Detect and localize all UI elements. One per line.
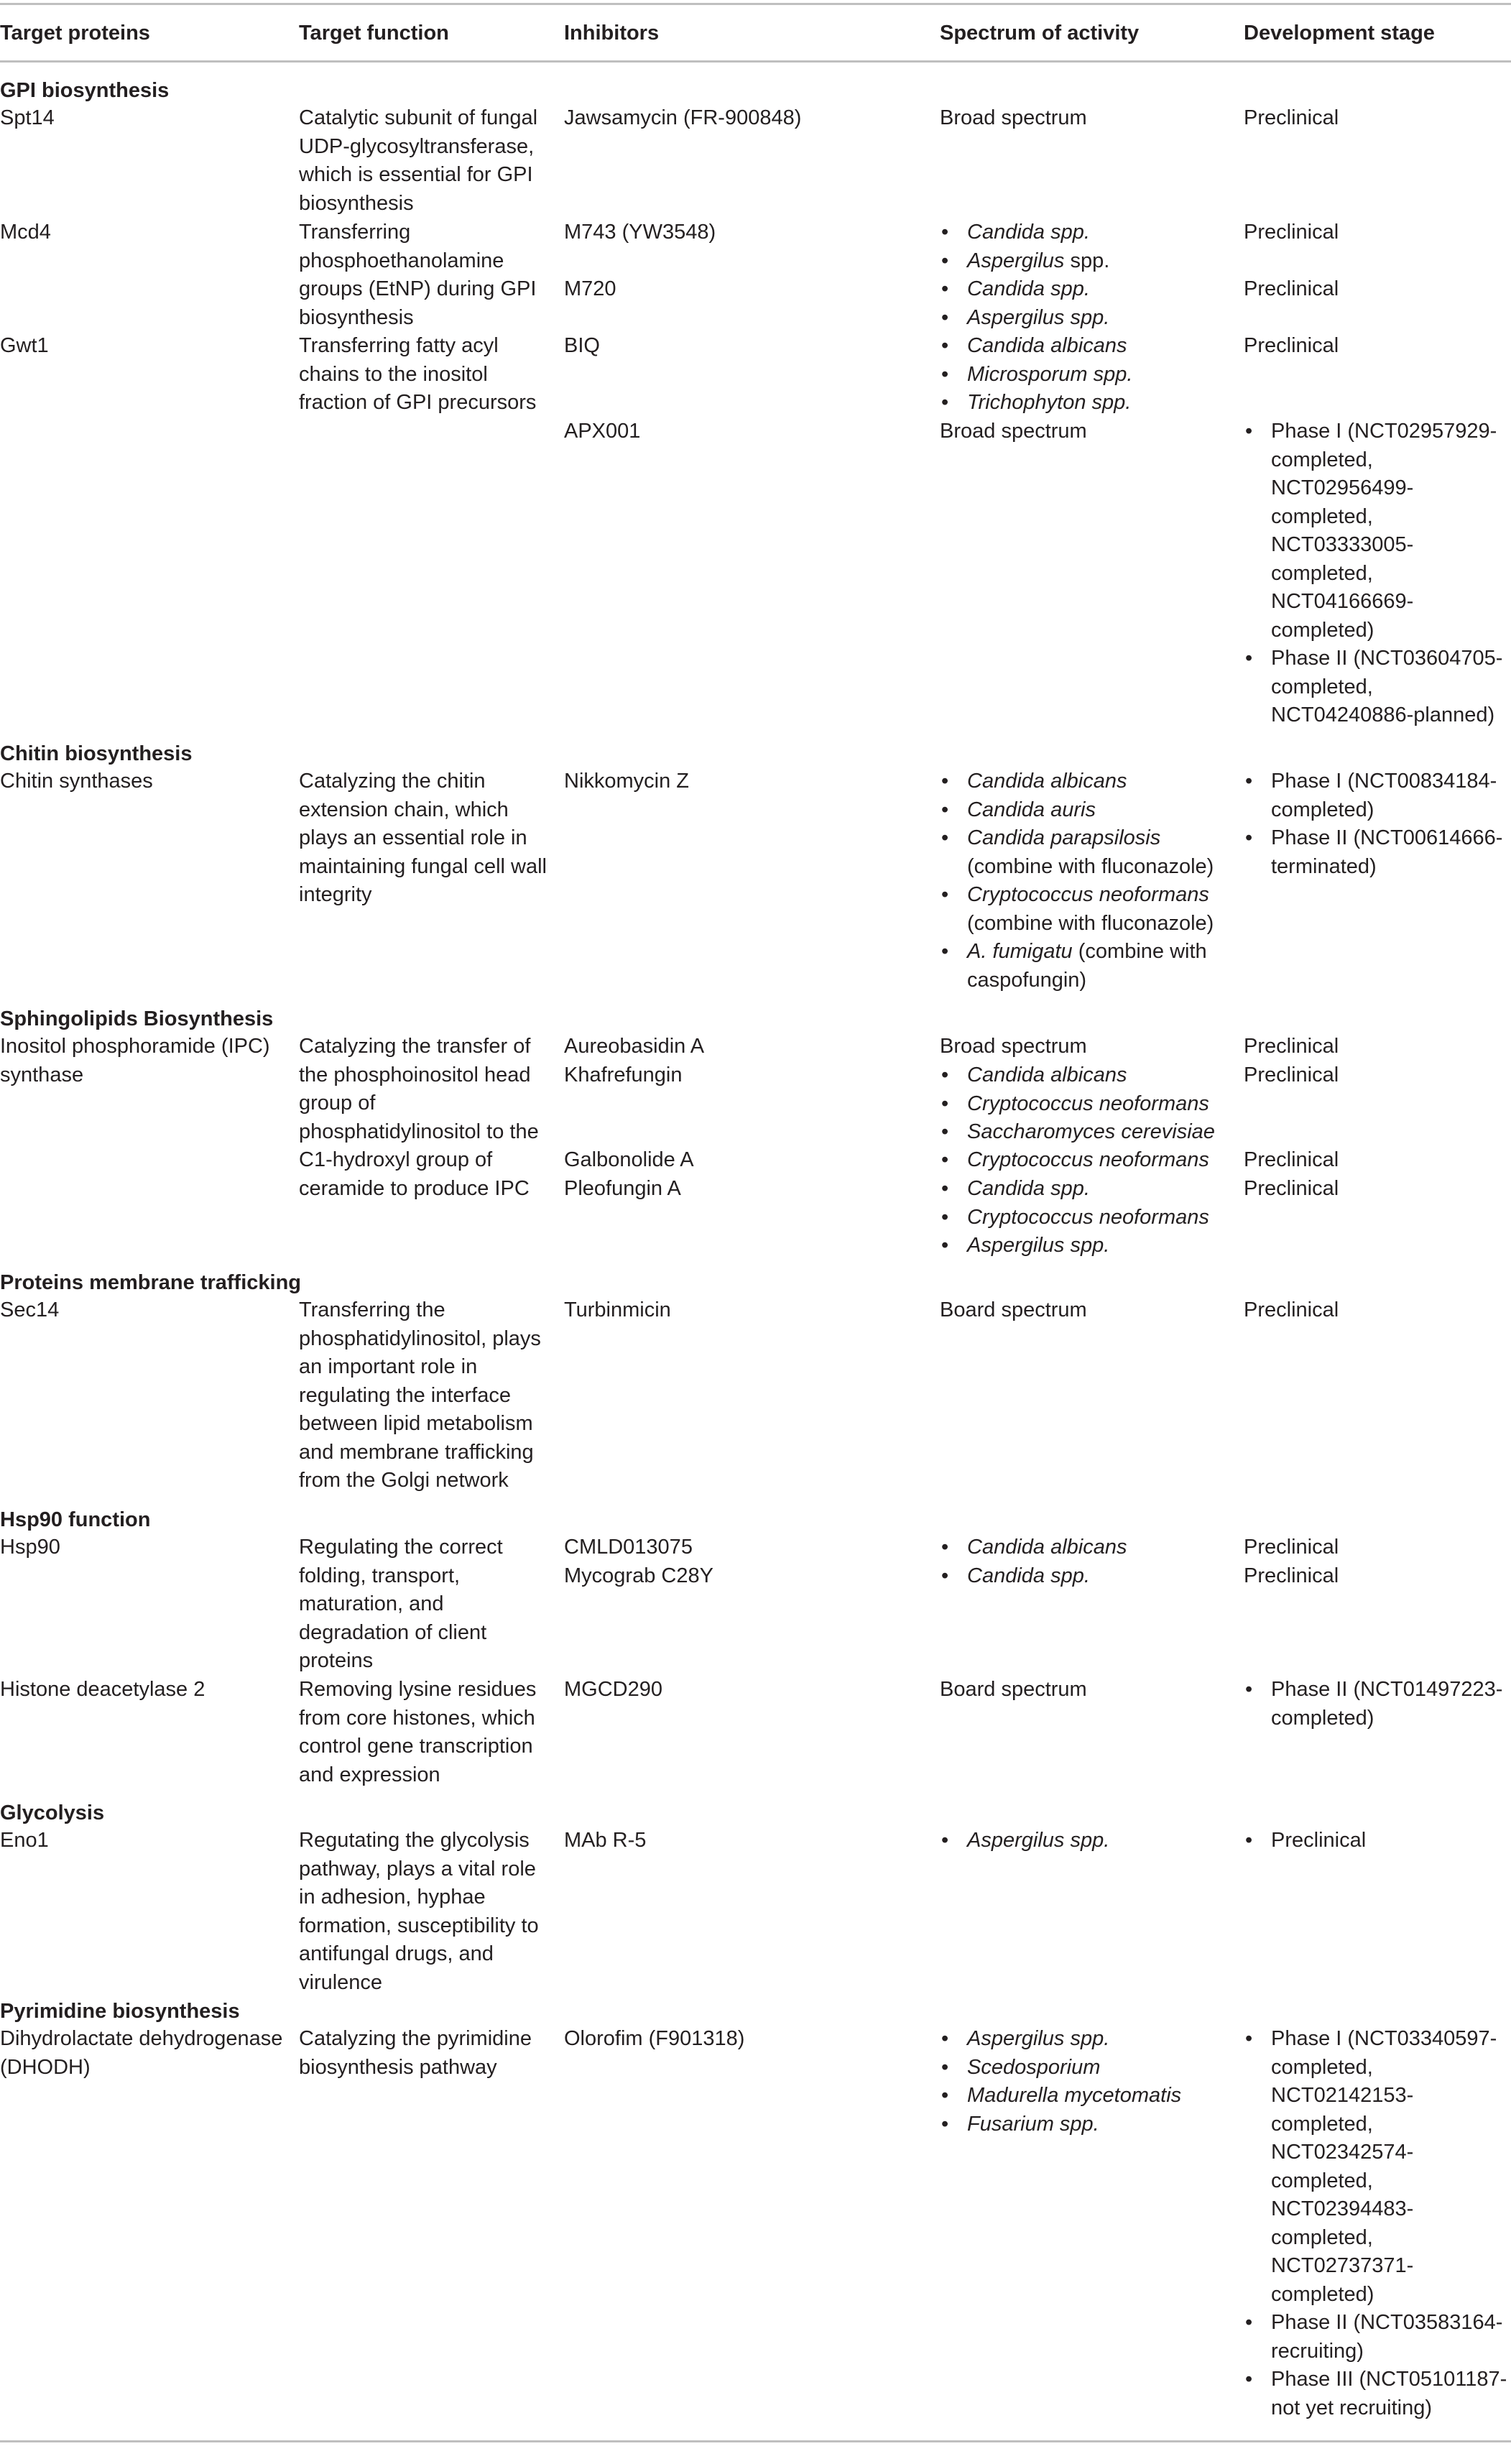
row-spt14-stage: Preclinical [1244,106,1339,129]
list-item: • Candida spp. [940,275,1238,304]
section-pyrimidine-biosynthesis: Pyrimidine biosynthesis [0,2000,240,2023]
list-item: • Fusarium spp. [940,2110,1238,2139]
list-item: • Candida albicans [940,332,1238,361]
header-target-proteins: Target proteins [0,22,150,45]
table-top-rule [0,3,1511,5]
list-item: • Aspergilus spp. [940,247,1238,276]
row-ipc-spectrum-4 [940,1175,1238,1260]
row-hdac2-protein: Histone deacetylase 2 [0,1678,205,1701]
row-hsp90-spectrum-2 [940,1562,1238,1591]
row-ipc-inhibitor-3: Galbonolide A [564,1148,694,1171]
row-ipc-stage-2: Preclinical [1244,1063,1339,1086]
row-ipc-stage-3: Preclinical [1244,1148,1339,1171]
row-mcd4-inhibitor-1: M743 (YW3548) [564,221,716,244]
row-mcd4-protein: Mcd4 [0,221,51,244]
row-sec14-protein: Sec14 [0,1298,60,1321]
list-item: • Phase III (NCT05101187-not yet recruiting) [1244,2366,1510,2422]
row-hdac2-stage [1244,1676,1510,1732]
row-chitin-stage [1244,767,1510,881]
row-gwt1-spectrum-2: Broad spectrum [940,420,1087,443]
row-chitin-inhibitor: Nikkomycin Z [564,770,690,793]
list-item: • Trichophyton spp. [940,389,1238,417]
list-item: • Phase II (NCT00614666-terminated) [1244,824,1510,881]
list-item: • Phase I (NCT03340597-completed, NCT02142153-completed, NCT02342574-completed, NCT02394483-completed, NCT02737371-completed) [1244,2025,1510,2309]
row-hdac2-function: Removing lysine residues from core histones, which control gene transcription and expression [299,1678,537,1786]
list-item: • Candida albicans [940,767,1238,796]
list-item: • Preclinical [1244,1827,1510,1855]
section-chitin-biosynthesis: Chitin biosynthesis [0,742,193,765]
list-item: • Cryptococcus neoformans [940,1146,1238,1175]
section-sphingolipids-biosynthesis: Sphingolipids Biosynthesis [0,1007,274,1030]
row-spt14-function: Catalytic subunit of fungal UDP-glycosyltransferase, which is essential for GPI biosynthesis [299,106,538,215]
list-item: • A. fumigatu (combine with caspofungin) [940,938,1238,995]
row-hsp90-inhibitor-2: Mycograb C28Y [564,1564,713,1587]
row-spt14-protein: Spt14 [0,106,55,129]
row-hsp90-stage-2: Preclinical [1244,1564,1339,1587]
list-item: • Cryptococcus neoformans (combine with fluconazole) [940,881,1238,938]
row-chitin-function: Catalyzing the chitin extension chain, which plays an essential role in maintaining fungal cell wall integrity [299,770,547,906]
row-gwt1-protein: Gwt1 [0,334,49,357]
list-item: • Aspergilus spp. [940,2025,1238,2054]
row-eno1-inhibitor: MAb R-5 [564,1829,647,1852]
row-ipc-spectrum-3 [940,1146,1238,1175]
row-eno1-stage [1244,1827,1510,1855]
row-dhodh-function: Catalyzing the pyrimidine biosynthesis pathway [299,2027,532,2079]
list-item: • Phase II (NCT01497223-completed) [1244,1676,1510,1732]
row-gwt1-stage-2 [1244,417,1510,730]
list-item: • Cryptococcus neoformans [940,1204,1238,1232]
list-item: • Aspergilus spp. [940,1232,1238,1260]
section-hsp90-function: Hsp90 function [0,1508,151,1531]
row-hsp90-spectrum-1 [940,1533,1238,1562]
list-item: • Phase I (NCT00834184-completed) [1244,767,1510,824]
row-ipc-inhibitor-4: Pleofungin A [564,1177,681,1200]
row-sec14-spectrum: Board spectrum [940,1298,1087,1321]
row-sec14-function: Transferring the phosphatidylinositol, plays an important role in regulating the interface between lipid metabolism and membrane trafficking from the Golgi network [299,1298,541,1492]
row-hdac2-inhibitor: MGCD290 [564,1678,662,1701]
row-mcd4-stage-1: Preclinical [1244,221,1339,244]
list-item: • Madurella mycetomatis [940,2082,1238,2110]
list-item: • Aspergilus spp. [940,304,1238,333]
section-membrane-trafficking: Proteins membrane trafficking [0,1271,301,1294]
row-mcd4-spectrum-2 [940,275,1238,332]
list-item: • Candida parapsilosis (combine with fluconazole) [940,824,1238,881]
section-gpi-biosynthesis: GPI biosynthesis [0,79,170,102]
row-ipc-inhibitor-2: Khafrefungin [564,1063,683,1086]
list-item: • Cryptococcus neoformans [940,1090,1238,1119]
row-dhodh-stage [1244,2025,1510,2422]
list-item: • Candida albicans [940,1533,1238,1562]
row-chitin-protein: Chitin synthases [0,770,153,793]
list-item: • Microsporum spp. [940,361,1238,389]
table-bottom-rule [0,2440,1511,2442]
row-ipc-spectrum-2 [940,1061,1238,1147]
row-hsp90-inhibitor-1: CMLD013075 [564,1536,693,1559]
row-ipc-function: Catalyzing the transfer of the phosphoinositol head group of phosphatidylinositol to the C1-hydroxyl group of ceramide to produce IPC [299,1035,539,1200]
list-item: • Candida albicans [940,1061,1238,1090]
row-gwt1-spectrum-1 [940,332,1238,417]
row-dhodh-protein: Dihydrolactate dehydrogenase (DHODH) [0,2027,283,2079]
row-mcd4-stage-2: Preclinical [1244,277,1339,300]
row-mcd4-function: Transferring phosphoethanolamine groups (EtNP) during GPI biosynthesis [299,221,537,329]
list-item: • Phase II (NCT03583164-recruiting) [1244,2309,1510,2366]
header-development-stage: Development stage [1244,22,1435,45]
row-hsp90-function: Regulating the correct folding, transport, maturation, and degradation of client proteins [299,1536,503,1672]
row-spt14-spectrum: Broad spectrum [940,106,1087,129]
row-eno1-function: Regutating the glycolysis pathway, plays a vital role in adhesion, hyphae formation, susceptibility to antifungal drugs, and virulence [299,1829,539,1994]
row-gwt1-inhibitor-2: APX001 [564,420,641,443]
row-eno1-spectrum [940,1827,1238,1855]
list-item: • Aspergilus spp. [940,1827,1238,1855]
list-item: • Phase I (NCT02957929-completed, NCT02956499-completed, NCT03333005-completed, NCT04166669-completed) [1244,417,1510,645]
row-hsp90-protein: Hsp90 [0,1536,60,1559]
row-hdac2-spectrum: Board spectrum [940,1678,1087,1701]
row-ipc-spectrum-1: Broad spectrum [940,1035,1087,1058]
row-gwt1-inhibitor-1: BIQ [564,334,600,357]
row-ipc-stage-1: Preclinical [1244,1035,1339,1058]
row-ipc-protein: Inositol phosphoramide (IPC) synthase [0,1035,270,1086]
header-rule [0,60,1511,63]
row-hsp90-stage-1: Preclinical [1244,1536,1339,1559]
header-inhibitors: Inhibitors [564,22,660,45]
row-gwt1-function: Transferring fatty acyl chains to the inositol fraction of GPI precursors [299,334,537,414]
row-spt14-inhibitor: Jawsamycin (FR-900848) [564,106,802,129]
row-sec14-stage: Preclinical [1244,1298,1339,1321]
list-item: • Candida auris [940,796,1238,825]
list-item: • Candida spp. [940,218,1238,247]
row-mcd4-inhibitor-2: M720 [564,277,616,300]
row-ipc-inhibitor-1: Aureobasidin A [564,1035,705,1058]
row-sec14-inhibitor: Turbinmicin [564,1298,671,1321]
row-ipc-stage-4: Preclinical [1244,1177,1339,1200]
row-dhodh-spectrum [940,2025,1238,2138]
list-item: • Phase II (NCT03604705-completed, NCT04240886-planned) [1244,645,1510,730]
row-eno1-protein: Eno1 [0,1829,49,1852]
header-target-function: Target function [299,22,449,45]
list-item: • Scedosporium [940,2054,1238,2082]
row-gwt1-stage-1: Preclinical [1244,334,1339,357]
row-chitin-spectrum [940,767,1238,995]
row-dhodh-inhibitor: Olorofim (F901318) [564,2027,745,2050]
list-item: • Saccharomyces cerevisiae [940,1118,1238,1147]
list-item: • Candida spp. [940,1562,1238,1591]
header-spectrum: Spectrum of activity [940,22,1140,45]
row-mcd4-spectrum-1 [940,218,1238,275]
section-glycolysis: Glycolysis [0,1801,105,1824]
list-item: • Candida spp. [940,1175,1238,1204]
